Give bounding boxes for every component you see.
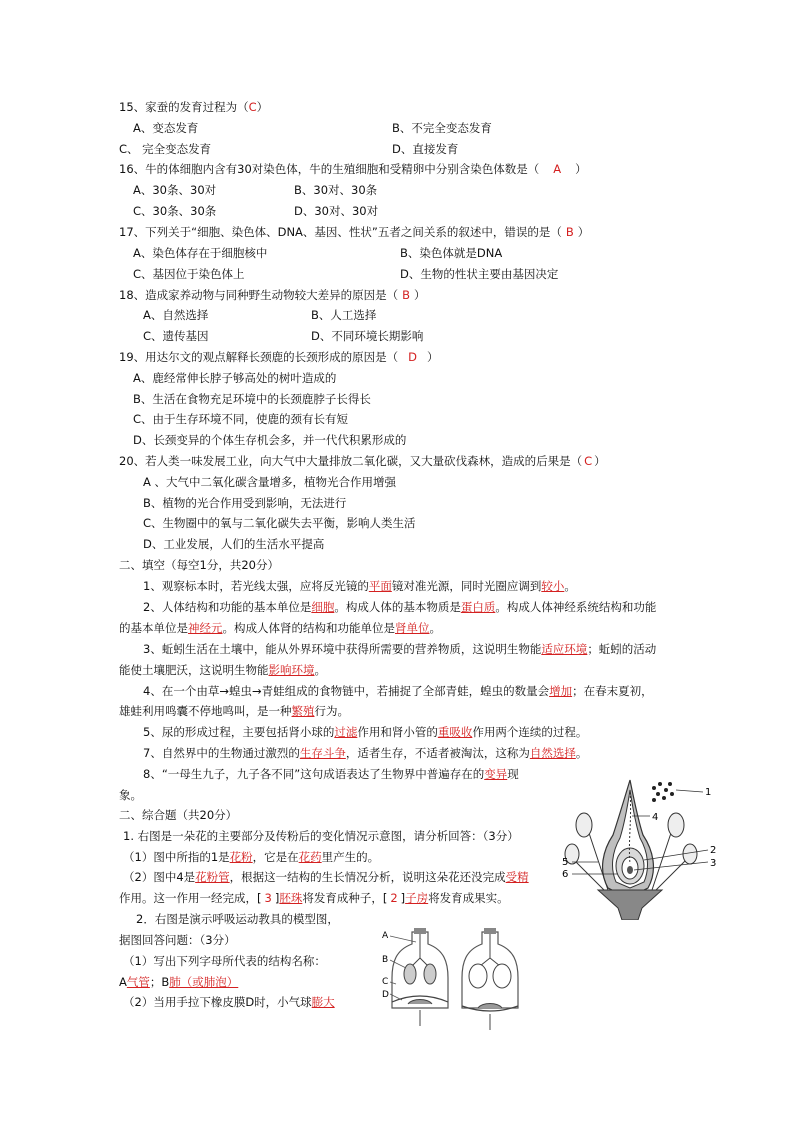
q16-option-b: B、30对、30条: [294, 183, 378, 197]
flower-label-2: 2: [710, 845, 717, 856]
comp-q2-stem: 2．右图是演示呼吸运动教具的模型图，: [136, 912, 339, 926]
flower-label-3: 3: [710, 858, 717, 869]
fill-line-4b: 雄蛙利用鸣囊不停地鸣叫，是一种繁殖行为。: [119, 704, 349, 718]
comp-q2-part1: （1）写出下列字母所代表的结构名称：: [123, 954, 326, 968]
q16-option-a: A、30条、30对: [133, 183, 217, 197]
model-label-d: D: [382, 990, 389, 1000]
q15-option-a: A、变态发育: [133, 121, 199, 135]
q16-stem: 16、牛的体细胞内含有30对染色体，牛的生殖细胞和受精卵中分别含染色体数是（ A ）: [119, 162, 587, 176]
q16-option-c: C、30条、30条: [133, 204, 217, 218]
model-label-a: A: [382, 931, 389, 941]
q17-option-b: B、染色体就是DNA: [400, 246, 503, 260]
flower-label-4: 4: [652, 812, 659, 823]
q17-option-c: C、基因位于染色体上: [133, 267, 245, 281]
q18-stem: 18、造成家养动物与同种野生动物较大差异的原因是（ B ）: [119, 288, 426, 302]
q15-option-b: B、不完全变态发育: [392, 121, 492, 135]
comp-q2-part2: （2）当用手拉下橡皮膜D时，小气球膨大: [123, 995, 335, 1009]
fill-line-8b: 象。: [119, 788, 142, 802]
comp-q1-stem: 1. 右图是一朵花的主要部分及传粉后的变化情况示意图，请分析回答：（3分）: [123, 829, 519, 843]
fill-line-7: 7、自然界中的生物通过激烈的生存斗争，适者生存，不适者被淘汰，这称为自然选择。: [143, 746, 588, 760]
q18-option-c: C、遗传基因: [143, 329, 209, 343]
fill-line-2a: 2、人体结构和功能的基本单位是细胞。构成人体的基本物质是蛋白质。构成人体神经系统结构和功能: [143, 600, 657, 614]
q18-option-b: B、人工选择: [311, 308, 377, 322]
model-label-b: B: [382, 955, 389, 965]
q19-option-a: A、鹿经常伸长脖子够高处的树叶造成的: [133, 371, 337, 385]
flower-label-6: 6: [562, 869, 569, 880]
fill-line-4a: 4、在一个由草→蝗虫→青蛙组成的食物链中，若捕捉了全部青蛙，蝗虫的数量会增加；在春末夏初，: [143, 684, 653, 698]
q15-stem: 15、家蚕的发育过程为（C）: [119, 100, 269, 114]
q15-answer: C: [248, 100, 257, 114]
q19-stem: 19、用达尔文的观点解释长颈鹿的长颈形成的原因是（ D ）: [119, 350, 439, 364]
comp-q2-part1-answer: A气管；B肺（或肺泡）: [119, 975, 239, 989]
q20-option-d: D、工业发展，人们的生活水平提高: [143, 537, 325, 551]
q19-option-b: B、生活在食物充足环境中的长颈鹿脖子长得长: [133, 392, 371, 406]
q18-option-a: A、自然选择: [143, 308, 209, 322]
flower-diagram: [558, 770, 718, 920]
comp-q1-part1: （1）图中所指的1是花粉，它是在花药里产生的。: [123, 850, 380, 864]
q17-option-a: A、染色体存在于细胞核中: [133, 246, 268, 260]
fill-line-8a: 8、“一母生九子，九子各不同”这句成语表达了生物界中普遍存在的变异现: [143, 767, 519, 781]
q16-option-d: D、30对、30对: [294, 204, 379, 218]
q20-option-c: C、生物圈中的氧与二氧化碳失去平衡，影响人类生活: [143, 516, 416, 530]
flower-label-5: 5: [562, 857, 569, 868]
breathing-model-diagram: [382, 922, 532, 1032]
q17-answer: B: [565, 225, 574, 239]
comp-q2-prompt: 据图回答问题：（3分）: [119, 933, 236, 947]
q19-answer: D: [408, 350, 417, 364]
q17-option-d: D、生物的性状主要由基因决定: [400, 267, 559, 281]
q16-answer: A: [553, 162, 562, 176]
q19-option-d: D、长颈变异的个体生存机会多，并一代代积累形成的: [133, 433, 407, 447]
fill-line-3b: 能使土壤肥沃，这说明生物能影响环境。: [119, 663, 326, 677]
model-label-c: C: [382, 977, 389, 987]
q19-option-c: C、由于生存环境不同，使鹿的颈有长有短: [133, 412, 349, 426]
q15-option-c: C、 完全变态发育: [119, 142, 212, 156]
flower-label-1: 1: [705, 787, 712, 798]
q17-stem: 17、下列关于“细胞、染色体、DNA、基因、性状”五者之间关系的叙述中，错误的是（ B ）: [119, 225, 590, 239]
q20-answer: C: [584, 454, 593, 468]
comp-q1-part2: （2）图中4是花粉管，根据这一结构的生长情况分析，说明这朵花还没完成受精: [123, 870, 529, 884]
comp-section-title: 二、综合题（共20分）: [119, 808, 238, 822]
fill-line-1: 1、观察标本时，若光线太强，应将反光镜的平面镜对准光源，同时光圈应调到较小。: [143, 579, 576, 593]
fill-line-3a: 3、蚯蚓生活在土壤中，能从外界环境中获得所需要的营养物质，这说明生物能适应环境；蚯蚓的活动: [143, 642, 657, 656]
q15-option-d: D、直接发育: [392, 142, 459, 156]
q18-answer: B: [402, 288, 411, 302]
q20-option-a: A 、大气中二氧化碳含量增多，植物光合作用增强: [143, 475, 397, 489]
q20-stem: 20、若人类一味发展工业，向大气中大量排放二氧化碳，又大量砍伐森林，造成的后果是（ C ）: [119, 454, 606, 468]
q18-option-d: D、不同环境长期影响: [311, 329, 424, 343]
fill-section-title: 二、填空（每空1分，共20分）: [119, 558, 279, 572]
q20-option-b: B、植物的光合作用受到影响，无法进行: [143, 496, 347, 510]
fill-line-5: 5、尿的形成过程，主要包括肾小球的过滤作用和肾小管的重吸收作用两个连续的过程。: [143, 725, 588, 739]
fill-line-2b: 的基本单位是神经元。构成人体肾的结构和功能单位是肾单位。: [119, 621, 441, 635]
comp-q1-part2-cont: 作用。这一作用一经完成，[ 3 ]胚珠将发育成种子，[ 2 ]子房将发育成果实。: [119, 891, 509, 905]
